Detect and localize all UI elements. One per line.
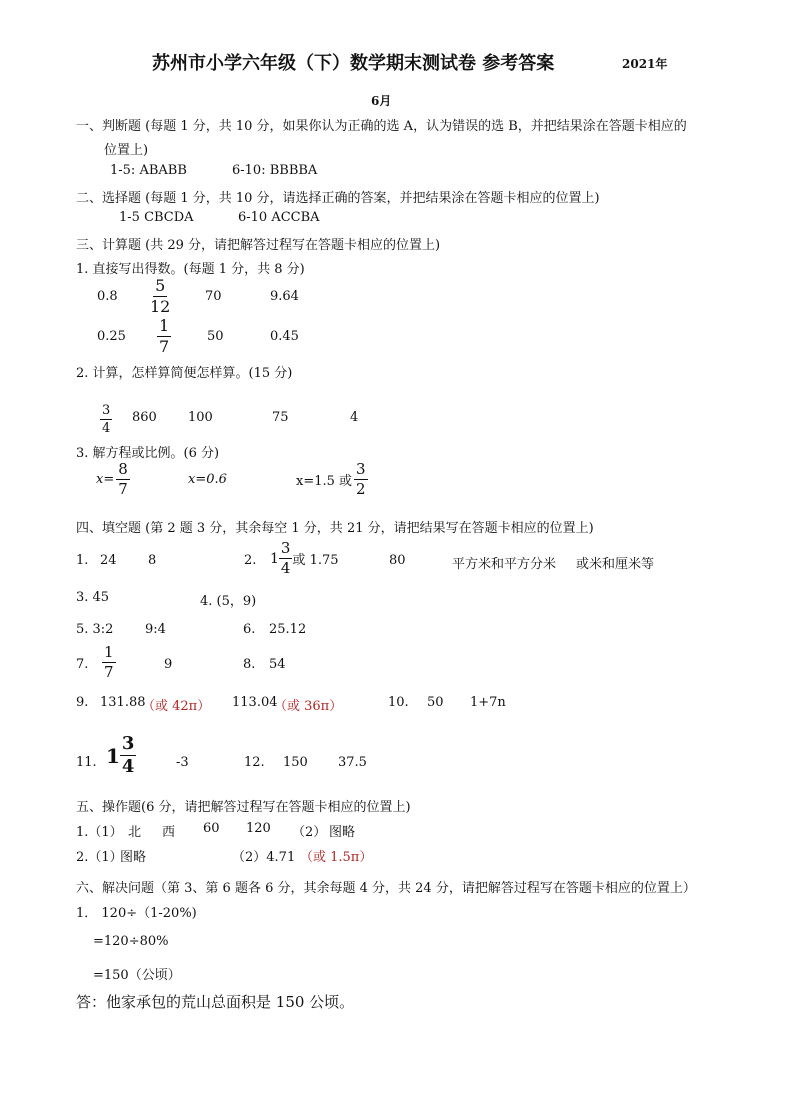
fill-answer: 113.04 (232, 695, 278, 710)
calc-answer: 0.25 (97, 329, 126, 344)
fraction-denominator: 4 (121, 756, 135, 777)
equation-answer-3 (296, 462, 368, 497)
operation-answer: （2）4.71 (232, 850, 296, 865)
fill-answer: 或 1.75 (292, 553, 339, 568)
fraction-denominator: 7 (104, 663, 114, 681)
section5-header: 五、操作题(6 分，请把解答过程写在答题卡相应的位置上) (76, 800, 411, 815)
section1-header-cont: 位置上) (104, 143, 149, 158)
calc-answer: 4 (350, 410, 359, 425)
fraction-numerator: 3 (102, 403, 111, 418)
page-title: 苏州市小学六年级（下）数学期末测试卷 参考答案 (152, 53, 555, 74)
solution-answer: 答：他家承包的荒山总面积是 150 公顷。 (76, 993, 355, 1011)
fill-answer: 37.5 (338, 755, 367, 770)
equation-answer-1 (96, 462, 130, 497)
fraction-denominator: 4 (280, 559, 291, 577)
mixed-number (270, 541, 339, 576)
operation-answer: 120 (246, 821, 271, 836)
calc-answer: 70 (205, 289, 222, 304)
equation-answer-2: x=0.6 (188, 472, 227, 487)
fill-answer-alt: （或 36π） (274, 699, 343, 714)
solution-step: =120÷80% (93, 934, 169, 949)
fill-answer: 80 (389, 553, 406, 568)
item-number: 11. (76, 755, 97, 770)
fraction-denominator: 7 (159, 337, 170, 356)
section1-answer-2: 6-10: BBBBA (232, 163, 318, 178)
item-number: 9. (76, 695, 89, 710)
mixed-number (106, 735, 136, 776)
fill-answer: 5. 3:2 (76, 622, 114, 637)
item-number: 12. (244, 755, 265, 770)
section3-header: 三、计算题 (共 29 分，请把解答过程写在答题卡相应的位置上) (76, 238, 441, 253)
item-number: 2. (244, 553, 257, 568)
item-number: 6. (243, 622, 256, 637)
operation-answer: 2.（1） (76, 850, 123, 865)
equation-lhs: x=1.5 或 (296, 474, 353, 489)
operation-answer: 图略 (329, 825, 356, 840)
section2-header: 二、选择题 (每题 1 分，共 10 分，请选择正确的答案，并把结果涂在答题卡相应的位置上) (76, 191, 600, 206)
calc-answer: 860 (132, 410, 157, 425)
fraction-numerator: 3 (356, 460, 366, 478)
operation-answer: 图略 (120, 850, 147, 865)
fill-answer: 54 (269, 657, 286, 672)
fill-answer: -3 (176, 755, 189, 770)
fraction-numerator: 1 (104, 643, 114, 661)
fraction (100, 404, 112, 435)
title-month: 6月 (371, 94, 392, 108)
section4-header: 四、填空题 (第 2 题 3 分，其余每空 1 分，共 21 分，请把结果写在答题卡相应的位置上) (76, 521, 594, 536)
fill-answer: 50 (427, 695, 444, 710)
fraction-denominator: 2 (356, 480, 366, 498)
fill-answer: 1+7n (470, 695, 506, 710)
operation-answer: 北 (128, 825, 142, 840)
operation-answer: （2） (292, 825, 327, 840)
operation-answer: 1.（1） (76, 825, 123, 840)
section3-q3: 3. 解方程或比例。(6 分) (76, 446, 220, 461)
solution-step: 1． 120÷（1-20%) (76, 906, 197, 921)
fill-answer: 150 (283, 755, 308, 770)
fraction (102, 645, 116, 680)
fill-answer: 或米和厘米等 (576, 557, 655, 572)
fraction (116, 462, 130, 497)
fraction-numerator: 3 (121, 733, 135, 754)
fraction-denominator: 7 (118, 480, 128, 498)
section2-answer-1: 1-5 CBCDA (119, 210, 194, 225)
fraction-denominator: 12 (150, 297, 171, 316)
section3-q2: 2. 计算，怎样算简便怎样算。(15 分) (76, 366, 293, 381)
fraction-numerator: 5 (155, 276, 166, 295)
fraction-denominator: 4 (102, 421, 111, 436)
calc-answer: 75 (272, 410, 289, 425)
fraction (354, 462, 368, 497)
fraction (279, 541, 293, 576)
section1-header: 一、判断题 (每题 1 分，共 10 分，如果你认为正确的选 A，认为错误的选 B，并把结果涂在答题卡相应的 (76, 119, 687, 134)
fraction (150, 278, 170, 315)
fill-answer: 9 (164, 657, 173, 672)
item-number: 8. (243, 657, 256, 672)
calc-answer: 0.8 (97, 289, 118, 304)
fill-answer: 4. (5，9) (200, 594, 257, 609)
section2-answer-2: 6-10 ACCBA (238, 210, 320, 225)
fill-answer: 3. 45 (76, 590, 110, 605)
fill-answer: 25.12 (269, 622, 307, 637)
equation-lhs: x= (96, 472, 115, 487)
calc-answer: 50 (207, 329, 224, 344)
section1-answer-1: 1-5: ABABB (110, 163, 187, 178)
operation-answer-alt: （或 1.5π） (300, 850, 373, 865)
calc-answer: 9.64 (270, 289, 299, 304)
fraction (157, 318, 171, 355)
fraction (120, 735, 137, 776)
title-year: 2021年 (622, 57, 668, 71)
section6-header: 六、解决问题（第 3、第 6 题各 6 分，其余每题 4 分，共 24 分，请把解答过程写在答题卡相应的位置上） (76, 881, 696, 896)
calc-answer: 100 (188, 410, 213, 425)
operation-answer: 西 (162, 825, 176, 840)
calc-answer: 0.45 (270, 329, 299, 344)
mixed-whole: 1 (270, 550, 279, 567)
section3-q1: 1. 直接写出得数。(每题 1 分，共 8 分) (76, 262, 305, 277)
fill-answer: 8 (148, 553, 157, 568)
item-number: 1. (76, 553, 89, 568)
fill-answer: 131.88 (100, 695, 146, 710)
fill-answer: 9:4 (145, 622, 166, 637)
fill-answer: 平方米和平方分米 (452, 557, 557, 572)
fraction-numerator: 8 (118, 460, 128, 478)
fill-answer: 24 (100, 553, 117, 568)
operation-answer: 60 (203, 821, 220, 836)
fraction-numerator: 3 (280, 539, 291, 557)
solution-step: =150（公顷） (93, 968, 181, 983)
item-number: 10. (388, 695, 409, 710)
fill-answer-alt: （或 42π） (142, 699, 211, 714)
item-number: 7. (76, 657, 89, 672)
fraction-numerator: 1 (159, 316, 170, 335)
mixed-whole: 1 (106, 743, 120, 768)
